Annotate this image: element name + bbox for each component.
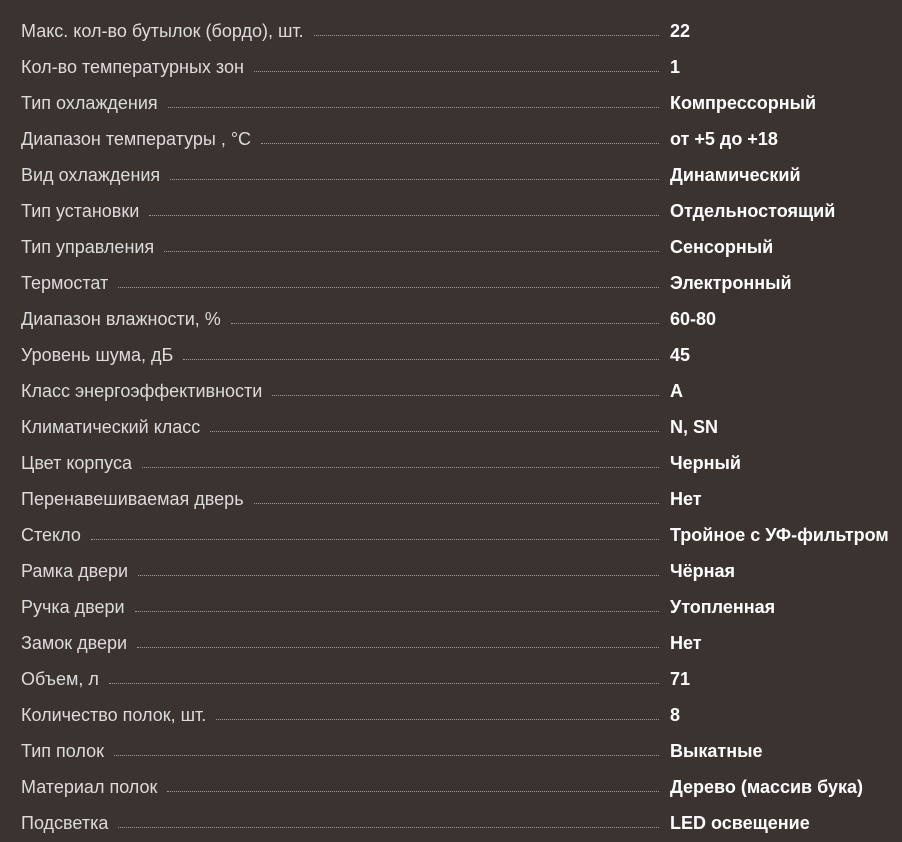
spec-value: Компрессорный	[670, 93, 817, 113]
spec-row	[0, 408, 902, 444]
spec-row	[0, 804, 902, 840]
spec-label-wrap	[21, 560, 659, 582]
spec-label: Вид охлаждения	[21, 165, 161, 185]
spec-label: Объем, л	[21, 669, 99, 689]
spec-label: Термостат	[21, 273, 109, 293]
dotted-leader	[314, 35, 659, 36]
spec-label-wrap	[21, 704, 659, 726]
spec-value: Нет	[670, 489, 702, 509]
dotted-leader	[137, 647, 659, 648]
dotted-leader	[168, 107, 659, 108]
spec-label: Диапазон температуры , °С	[21, 129, 252, 149]
spec-value: Утопленная	[670, 597, 776, 617]
spec-row	[0, 192, 902, 228]
spec-row	[0, 696, 902, 732]
spec-value: Отдельностоящий	[670, 201, 836, 221]
dotted-leader	[210, 431, 659, 432]
dotted-leader	[118, 827, 659, 828]
spec-value: 22	[670, 21, 691, 41]
spec-value: 45	[670, 345, 691, 365]
dotted-leader	[170, 179, 659, 180]
spec-row	[0, 444, 902, 480]
spec-label: Уровень шума, дБ	[21, 345, 174, 365]
spec-value: Электронный	[670, 273, 792, 293]
dotted-leader	[164, 251, 659, 252]
dotted-leader	[254, 71, 659, 72]
spec-label-wrap	[21, 524, 659, 546]
dotted-leader	[167, 791, 659, 792]
spec-label-wrap	[21, 164, 659, 186]
dotted-leader	[216, 719, 659, 720]
spec-label: Диапазон влажности, %	[21, 309, 221, 329]
spec-value: 60-80	[670, 309, 717, 329]
spec-label: Класс энергоэффективности	[21, 381, 263, 401]
spec-label: Количество полок, шт.	[21, 705, 207, 725]
spec-row	[0, 12, 902, 48]
spec-label-wrap	[21, 56, 659, 78]
spec-row	[0, 588, 902, 624]
spec-row	[0, 48, 902, 84]
spec-label: Тип управления	[21, 237, 155, 257]
dotted-leader	[231, 323, 659, 324]
spec-label-wrap	[21, 668, 659, 690]
spec-label-wrap	[21, 236, 659, 258]
spec-row	[0, 300, 902, 336]
dotted-leader	[261, 143, 659, 144]
dotted-leader	[183, 359, 659, 360]
spec-label: Тип установки	[21, 201, 140, 221]
spec-label-wrap	[21, 812, 659, 834]
spec-label: Кол-во температурных зон	[21, 57, 244, 77]
spec-row	[0, 552, 902, 588]
spec-row	[0, 372, 902, 408]
spec-value: Динамический	[670, 165, 801, 185]
dotted-leader	[135, 611, 659, 612]
dotted-leader	[138, 575, 659, 576]
spec-label: Материал полок	[21, 777, 158, 797]
spec-label: Подсветка	[21, 813, 109, 833]
spec-label: Замок двери	[21, 633, 128, 653]
spec-label-wrap	[21, 128, 659, 150]
spec-value: Черный	[670, 453, 741, 473]
spec-value: 8	[670, 705, 681, 725]
spec-value: от +5 до +18	[670, 129, 778, 149]
spec-row	[0, 480, 902, 516]
spec-row	[0, 660, 902, 696]
spec-row	[0, 768, 902, 804]
dotted-leader	[114, 755, 659, 756]
spec-label: Рамка двери	[21, 561, 129, 581]
spec-row	[0, 336, 902, 372]
spec-label-wrap	[21, 632, 659, 654]
dotted-leader	[91, 539, 659, 540]
spec-label-wrap	[21, 452, 659, 474]
spec-label-wrap	[21, 20, 659, 42]
spec-row	[0, 732, 902, 768]
spec-label-wrap	[21, 200, 659, 222]
spec-label-wrap	[21, 596, 659, 618]
spec-label-wrap	[21, 416, 659, 438]
dotted-leader	[254, 503, 659, 504]
spec-label-wrap	[21, 380, 659, 402]
dotted-leader	[272, 395, 659, 396]
spec-value: Дерево (массив бука)	[670, 777, 864, 797]
spec-value: Выкатные	[670, 741, 763, 761]
spec-value: 71	[670, 669, 691, 689]
spec-value: 1	[670, 57, 681, 77]
spec-value: Нет	[670, 633, 702, 653]
spec-label-wrap	[21, 308, 659, 330]
dotted-leader	[118, 287, 659, 288]
spec-value: Чёрная	[670, 561, 736, 581]
spec-value: LED освещение	[670, 813, 810, 833]
spec-row	[0, 120, 902, 156]
spec-label: Перенавешиваемая дверь	[21, 489, 244, 509]
dotted-leader	[109, 683, 659, 684]
spec-label-wrap	[21, 272, 659, 294]
spec-row	[0, 516, 902, 552]
dotted-leader	[142, 467, 659, 468]
spec-label-wrap	[21, 92, 659, 114]
spec-value: N, SN	[670, 417, 719, 437]
spec-label: Климатический класс	[21, 417, 201, 437]
spec-value: A	[670, 381, 683, 401]
spec-value: Тройное с УФ-фильтром	[670, 525, 889, 545]
dotted-leader	[149, 215, 659, 216]
spec-label: Стекло	[21, 525, 81, 545]
spec-row	[0, 84, 902, 120]
spec-label: Ручка двери	[21, 597, 125, 617]
spec-label-wrap	[21, 488, 659, 510]
spec-label: Тип охлаждения	[21, 93, 158, 113]
spec-label-wrap	[21, 344, 659, 366]
spec-row	[0, 264, 902, 300]
spec-row	[0, 156, 902, 192]
spec-label-wrap	[21, 740, 659, 762]
spec-label: Тип полок	[21, 741, 104, 761]
spec-label: Цвет корпуса	[21, 453, 132, 473]
spec-label-wrap	[21, 776, 659, 798]
spec-row	[0, 228, 902, 264]
spec-value: Сенсорный	[670, 237, 774, 257]
spec-row	[0, 624, 902, 660]
spec-label: Макс. кол-во бутылок (бордо), шт.	[21, 21, 304, 41]
